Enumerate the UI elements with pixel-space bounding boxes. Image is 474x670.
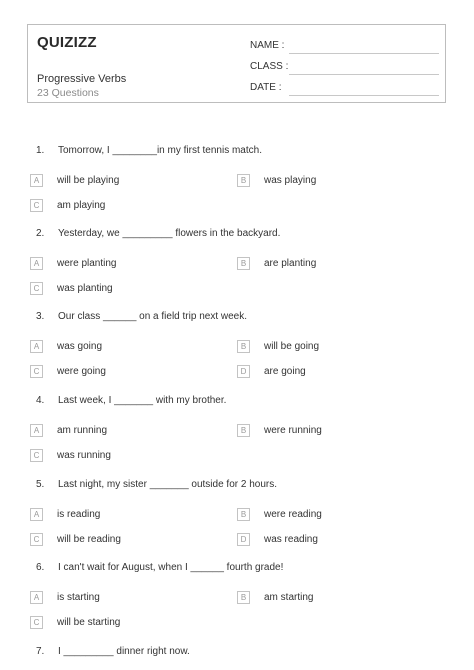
question-count: 23 Questions <box>37 87 99 99</box>
option-letter-box[interactable]: A <box>30 174 43 187</box>
option-text: will be starting <box>57 617 121 628</box>
question-text: Last night, my sister _______ outside for 2 hours. <box>58 479 278 490</box>
question-stem <box>36 311 247 322</box>
option-text: was playing <box>264 175 317 186</box>
question-text: Our class ______ on a field trip next week. <box>58 311 247 322</box>
option-text: was planting <box>57 283 113 294</box>
question-stem <box>36 479 277 490</box>
question-number: 4. <box>36 395 45 406</box>
name-label: NAME : <box>250 40 285 51</box>
class-line <box>289 74 439 75</box>
question-number: 6. <box>36 562 45 573</box>
question-stem <box>36 562 283 573</box>
option-text: was reading <box>264 534 318 545</box>
option-text: were running <box>264 425 322 436</box>
question-text: Tomorrow, I ________in my first tennis match. <box>58 145 262 156</box>
option-letter-box[interactable]: A <box>30 591 43 604</box>
option-letter-box[interactable]: A <box>30 424 43 437</box>
quizizz-logo: QUIZIZZ <box>37 34 97 51</box>
option-letter-box[interactable]: B <box>237 174 250 187</box>
date-field[interactable] <box>250 82 439 96</box>
option-letter-box[interactable]: D <box>237 365 250 378</box>
question-stem <box>36 646 190 657</box>
question-number: 3. <box>36 311 45 322</box>
question-text: Last week, I _______ with my brother. <box>58 395 227 406</box>
option-letter-box[interactable]: D <box>237 533 250 546</box>
option-text: are going <box>264 366 306 377</box>
question-text: I can't wait for August, when I ______ fourth grade! <box>58 562 284 573</box>
option-letter-box[interactable]: A <box>30 340 43 353</box>
name-field[interactable] <box>250 40 439 54</box>
option-text: is reading <box>57 509 101 520</box>
option-text: are planting <box>264 258 317 269</box>
option-text: were going <box>57 366 106 377</box>
question-number: 2. <box>36 228 45 239</box>
option-letter-box[interactable]: B <box>237 257 250 270</box>
option-text: is starting <box>57 592 100 603</box>
option-letter-box[interactable]: B <box>237 340 250 353</box>
option-text: will be reading <box>57 534 121 545</box>
option-text: am running <box>57 425 108 436</box>
class-label: CLASS : <box>250 61 289 72</box>
option-letter-box[interactable]: C <box>30 449 43 462</box>
question-stem <box>36 228 280 239</box>
question-stem <box>36 395 226 406</box>
option-text: am playing <box>57 200 106 211</box>
name-line <box>289 53 439 54</box>
option-text: was running <box>57 450 111 461</box>
option-text: was going <box>57 341 103 352</box>
date-line <box>289 95 439 96</box>
worksheet-header <box>27 24 446 103</box>
option-letter-box[interactable]: B <box>237 424 250 437</box>
worksheet-title: Progressive Verbs <box>37 73 127 85</box>
option-letter-box[interactable]: B <box>237 591 250 604</box>
question-number: 7. <box>36 646 45 657</box>
option-letter-box[interactable]: C <box>30 199 43 212</box>
question-text: I _________ dinner right now. <box>58 646 190 657</box>
option-text: will be playing <box>57 175 120 186</box>
date-label: DATE : <box>250 82 282 93</box>
option-letter-box[interactable]: C <box>30 365 43 378</box>
question-number: 5. <box>36 479 45 490</box>
option-letter-box[interactable]: C <box>30 533 43 546</box>
option-text: am starting <box>264 592 314 603</box>
option-text: were reading <box>264 509 322 520</box>
option-letter-box[interactable]: A <box>30 257 43 270</box>
question-text: Yesterday, we _________ flowers in the backyard. <box>58 228 281 239</box>
option-letter-box[interactable]: A <box>30 508 43 521</box>
option-letter-box[interactable]: C <box>30 616 43 629</box>
option-text: will be going <box>264 341 320 352</box>
option-letter-box[interactable]: B <box>237 508 250 521</box>
class-field[interactable] <box>250 61 439 75</box>
option-letter-box[interactable]: C <box>30 282 43 295</box>
question-number: 1. <box>36 145 45 156</box>
option-text: were planting <box>57 258 117 269</box>
question-stem <box>36 145 262 156</box>
